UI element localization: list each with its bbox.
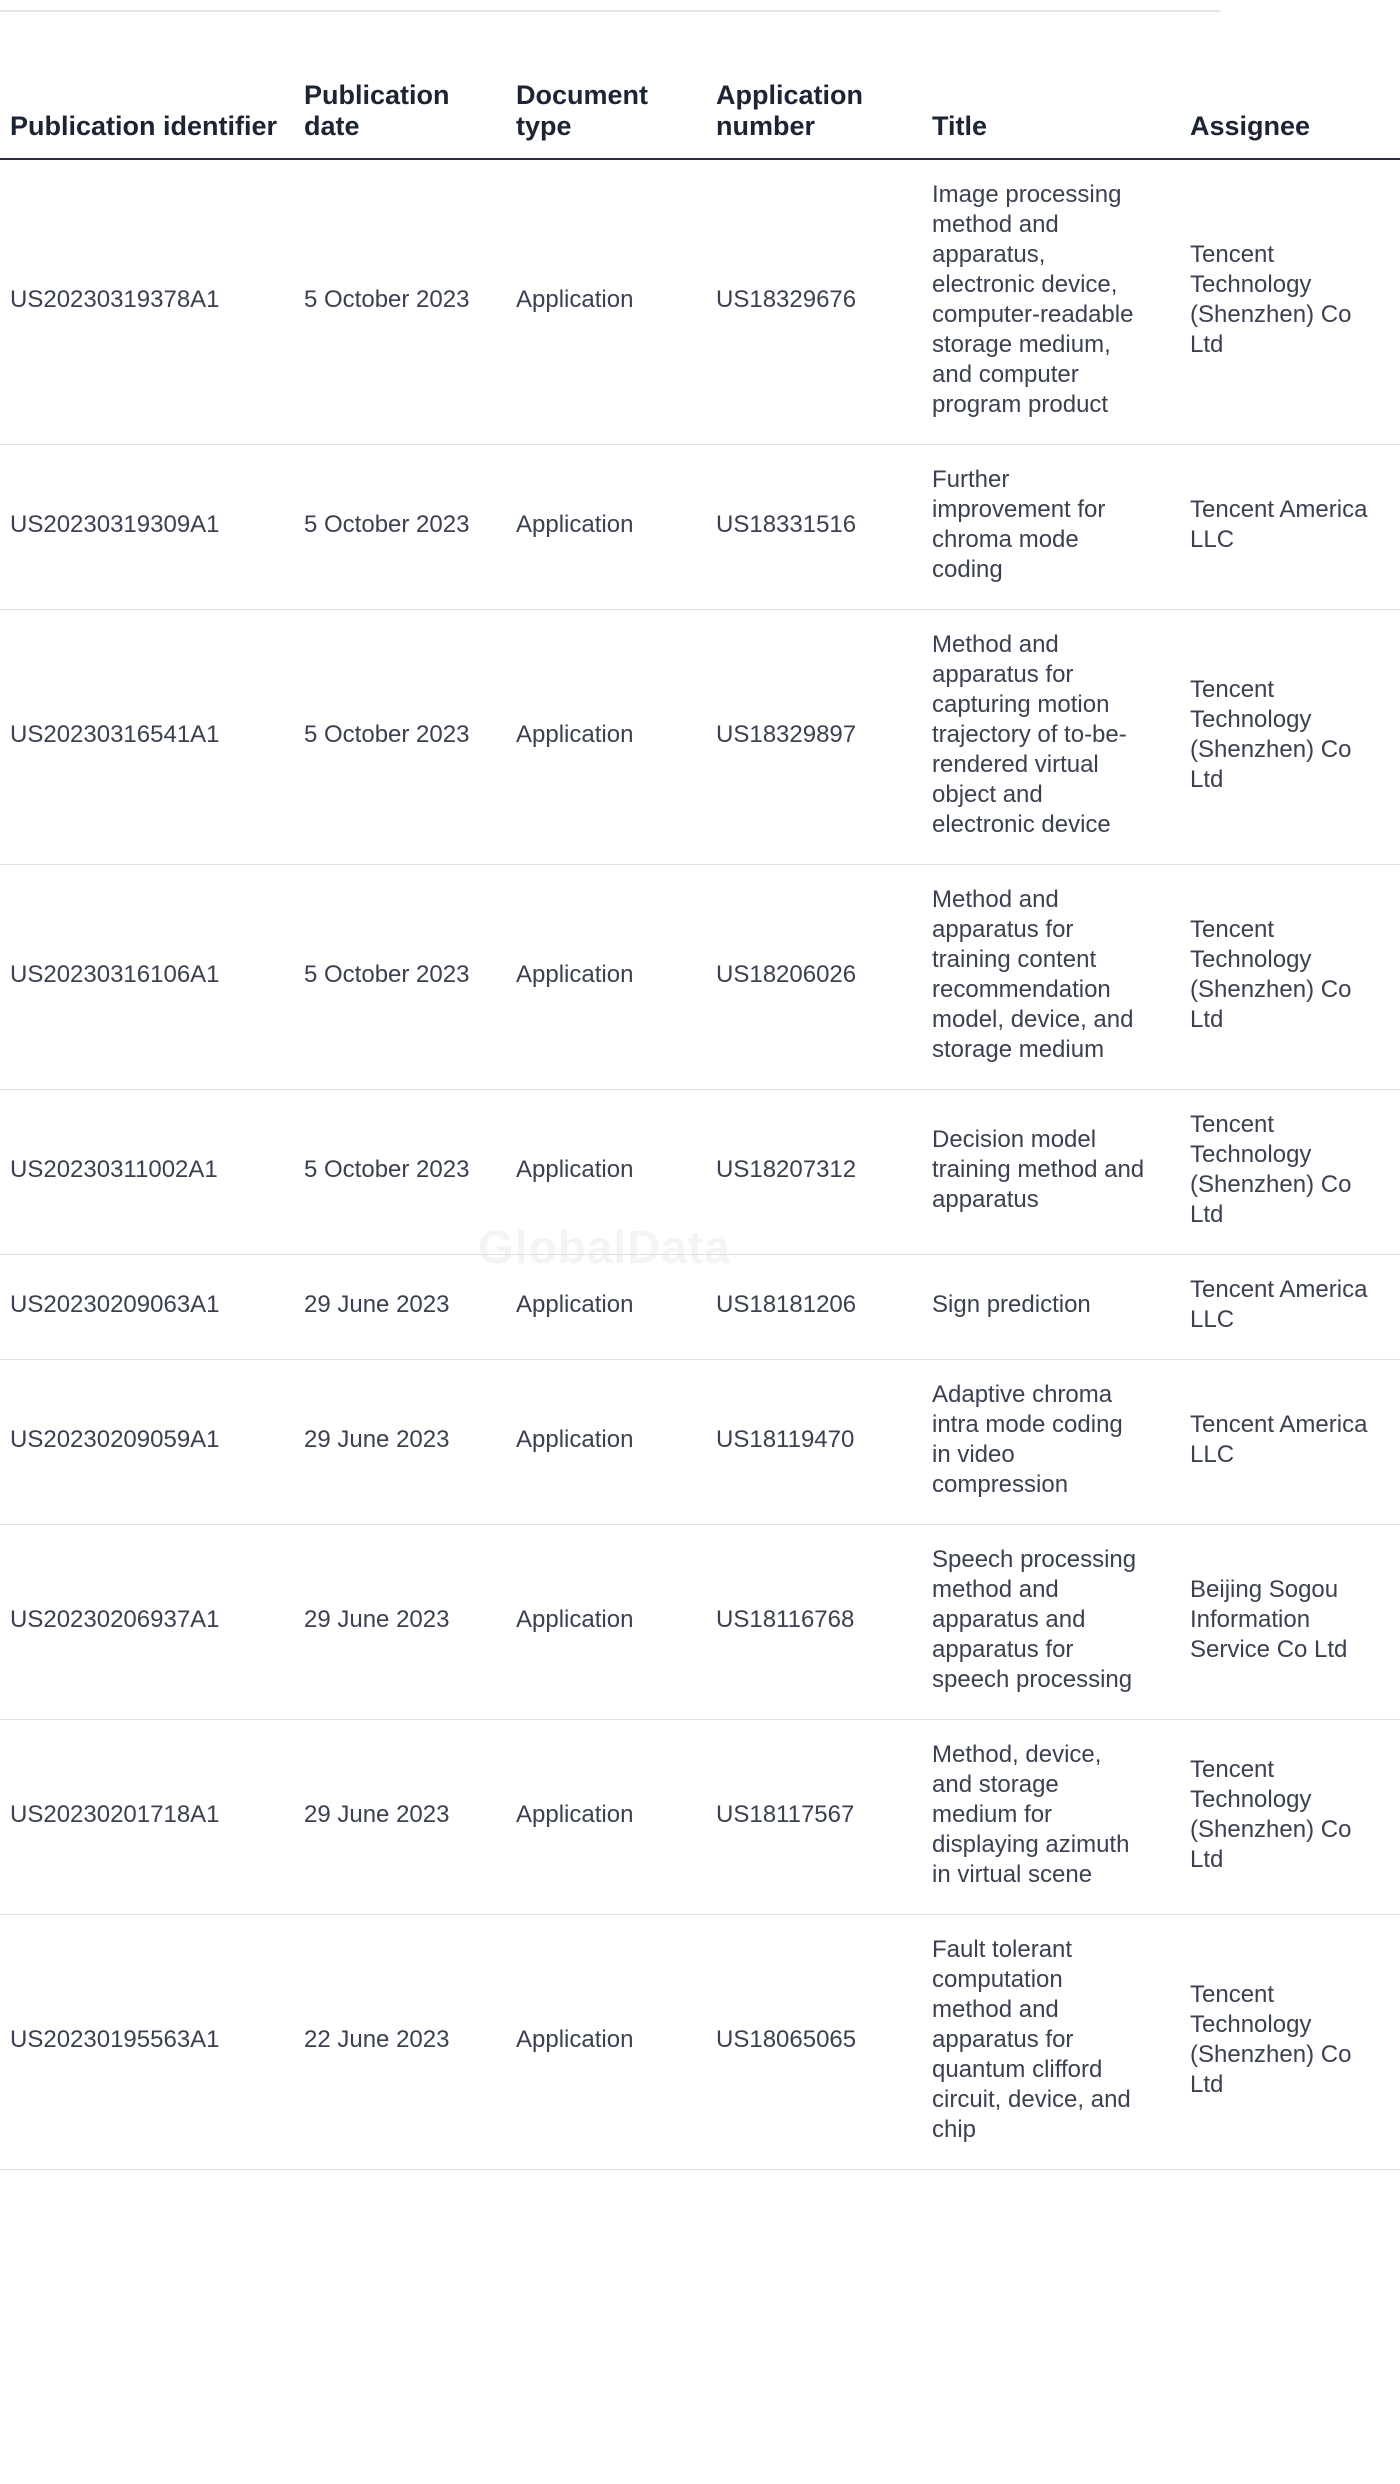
application-number-cell: US18206026	[706, 865, 922, 1090]
application-number-cell: US18181206	[706, 1255, 922, 1360]
title-cell: Method and apparatus for capturing motion trajectory of to-be-rendered virtual object and electronic device	[922, 610, 1180, 865]
publication-identifier-cell: US20230201718A1	[0, 1720, 294, 1915]
application-number-cell: US18065065	[706, 1915, 922, 2170]
table-row	[0, 1360, 1400, 1525]
publication-identifier-cell: US20230316541A1	[0, 610, 294, 865]
assignee-cell: Beijing Sogou Information Service Co Ltd	[1180, 1525, 1400, 1720]
title-cell: Adaptive chroma intra mode coding in video compression	[922, 1360, 1180, 1525]
application-number-cell: US18207312	[706, 1090, 922, 1255]
assignee-cell: Tencent Technology (Shenzhen) Co Ltd	[1180, 1090, 1400, 1255]
application-number-cell: US18117567	[706, 1720, 922, 1915]
application-number-cell: US18329676	[706, 159, 922, 445]
publication-identifier-cell: US20230319378A1	[0, 159, 294, 445]
application-number-cell: US18119470	[706, 1360, 922, 1525]
document-type-cell: Application	[506, 1090, 706, 1255]
document-type-cell: Application	[506, 1255, 706, 1360]
top-divider	[0, 10, 1220, 12]
patents-table-container[interactable]	[0, 62, 1368, 2170]
title-cell: Decision model training method and apparatus	[922, 1090, 1180, 1255]
assignee-cell: Tencent Technology (Shenzhen) Co Ltd	[1180, 159, 1400, 445]
publication-date-cell: 5 October 2023	[294, 610, 506, 865]
title-cell: Speech processing method and apparatus and apparatus for speech processing	[922, 1525, 1180, 1720]
publication-identifier-cell: US20230209063A1	[0, 1255, 294, 1360]
publication-identifier-cell: US20230209059A1	[0, 1360, 294, 1525]
document-type-cell: Application	[506, 1360, 706, 1525]
publication-identifier-cell: US20230319309A1	[0, 445, 294, 610]
assignee-cell: Tencent Technology (Shenzhen) Co Ltd	[1180, 1915, 1400, 2170]
application-number-cell: US18329897	[706, 610, 922, 865]
document-type-cell: Application	[506, 159, 706, 445]
table-row	[0, 610, 1400, 865]
title-cell: Image processing method and apparatus, electronic device, computer-readable storage medium, and computer program product	[922, 159, 1180, 445]
table-row	[0, 1525, 1400, 1720]
column-header-application-number: Application number	[706, 62, 922, 159]
publication-identifier-cell: US20230311002A1	[0, 1090, 294, 1255]
column-header-assignee: Assignee	[1180, 62, 1400, 159]
document-type-cell: Application	[506, 1525, 706, 1720]
title-cell: Fault tolerant computation method and apparatus for quantum clifford circuit, device, and chip	[922, 1915, 1180, 2170]
patents-table	[0, 62, 1400, 2170]
document-type-cell: Application	[506, 865, 706, 1090]
table-row	[0, 159, 1400, 445]
publication-date-cell: 5 October 2023	[294, 1090, 506, 1255]
publication-identifier-cell: US20230195563A1	[0, 1915, 294, 2170]
title-cell: Further improvement for chroma mode coding	[922, 445, 1180, 610]
table-row	[0, 1090, 1400, 1255]
publication-identifier-cell: US20230316106A1	[0, 865, 294, 1090]
title-cell: Sign prediction	[922, 1255, 1180, 1360]
watermark: GlobalData	[478, 1221, 731, 1273]
publication-date-cell: 29 June 2023	[294, 1525, 506, 1720]
document-type-cell: Application	[506, 610, 706, 865]
column-header-title: Title	[922, 62, 1180, 159]
assignee-cell: Tencent America LLC	[1180, 1360, 1400, 1525]
application-number-cell: US18331516	[706, 445, 922, 610]
table-row	[0, 445, 1400, 610]
document-type-cell: Application	[506, 1915, 706, 2170]
document-type-cell: Application	[506, 1720, 706, 1915]
table-row	[0, 1915, 1400, 2170]
table-row	[0, 1720, 1400, 1915]
publication-date-cell: 29 June 2023	[294, 1255, 506, 1360]
table-row	[0, 1255, 1400, 1360]
assignee-cell: Tencent Technology (Shenzhen) Co Ltd	[1180, 1720, 1400, 1915]
application-number-cell: US18116768	[706, 1525, 922, 1720]
publication-identifier-cell: US20230206937A1	[0, 1525, 294, 1720]
assignee-cell: Tencent America LLC	[1180, 445, 1400, 610]
publication-date-cell: 5 October 2023	[294, 159, 506, 445]
table-row	[0, 865, 1400, 1090]
column-header-document-type: Document type	[506, 62, 706, 159]
document-type-cell: Application	[506, 445, 706, 610]
column-header-publication-date: Publication date	[294, 62, 506, 159]
publication-date-cell: 22 June 2023	[294, 1915, 506, 2170]
assignee-cell: Tencent Technology (Shenzhen) Co Ltd	[1180, 610, 1400, 865]
title-cell: Method and apparatus for training content recommendation model, device, and storage medium	[922, 865, 1180, 1090]
publication-date-cell: 29 June 2023	[294, 1720, 506, 1915]
title-cell: Method, device, and storage medium for displaying azimuth in virtual scene	[922, 1720, 1180, 1915]
column-header-publication-identifier: Publication identifier	[0, 62, 294, 159]
publication-date-cell: 29 June 2023	[294, 1360, 506, 1525]
publication-date-cell: 5 October 2023	[294, 865, 506, 1090]
assignee-cell: Tencent America LLC	[1180, 1255, 1400, 1360]
assignee-cell: Tencent Technology (Shenzhen) Co Ltd	[1180, 865, 1400, 1090]
table-header-row	[0, 62, 1400, 159]
publication-date-cell: 5 October 2023	[294, 445, 506, 610]
